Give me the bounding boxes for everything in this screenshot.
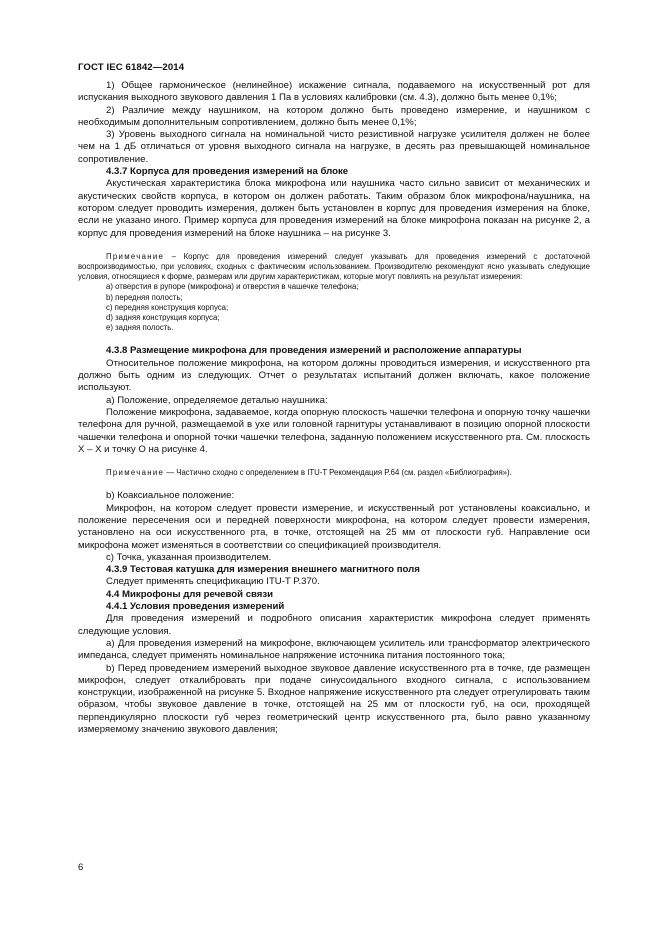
heading-4-3-7: 4.3.7 Корпуса для проведения измерений на блоке [106, 166, 349, 178]
note-1-text: – Корпус для проведения измерений следует указывать для проведения измерений с достаточной воспроизводимостью, при условиях, сходных с фактическим использованием. Производителю рекомендуют ясно указывать следующие условия, относящиеся к форме, размерам или другим характеристикам, которые могут повлиять на результат измерения: [78, 251, 590, 282]
paragraph-9: Микрофон, на котором следует провести измерение, и искусственный рот установлены коаксиально, и положение пересечения оси и передней поверхности микрофона, на котором следует провести измерения, установлено на оси искусственного рта, в точке, отстоящей на 25 мм от плоскости губ. Направление оси микрофона может изменяться в соответствии со спецификацией производителя. [78, 502, 590, 551]
paragraph-13: a) Для проведения измерений на микрофоне, включающем усилитель или трансформатор электрического импеданса, следует применять номинальное напряжение источника питания постоянного тока; [78, 637, 590, 662]
paragraph-11: Следует применять спецификацию ITU-T P.370. [106, 576, 320, 588]
paragraph-12: Для проведения измерений и подробного описания характеристик микрофона следует применять следующие условия. [78, 613, 590, 637]
paragraph-8: b) Коаксиальное положение: [106, 490, 235, 502]
paragraph-7: Положение микрофона, задаваемое, когда опорную плоскость чашечки телефона и опорную точку чашечки телефона для ручной, размещаемой в ухе или головной гарнитуры устанавливают в позицию опорной плоскости чашечки телефона и опорной точки чашечки телефона, заданную положением искусственного рта. См. плоскость X – X и точку O на рисунке 4. [78, 406, 590, 455]
heading-4-3-8: 4.3.8 Размещение микрофона для проведения измерений и расположение аппаратуры [106, 345, 522, 357]
paragraph-1: 1) Общее гармоническое (нелинейное) искажение сигнала, подаваемого на искусственный рот для испускания выходного звукового давления 1 Па в условиях калибровки (см. 4.3), должно быть менее 0,1%; [78, 80, 590, 104]
note-1-item-e: e) задняя полость. [106, 323, 174, 333]
heading-4-4: 4.4 Микрофоны для речевой связи [106, 588, 274, 600]
heading-4-3-9: 4.3.9 Тестовая катушка для измерения внешнего магнитного поля [106, 564, 420, 576]
document-body [78, 80, 590, 736]
paragraph-2: 2) Различие между наушником, на котором должно быть проведено измерение, и наушником с необходимым дополнительным сопротивлением, должно быть менее 0,1%; [78, 104, 590, 128]
note-1-item-c: c) передняя конструкция корпуса; [106, 302, 229, 312]
page-number: 6 [78, 862, 84, 873]
paragraph-4: Акустическая характеристика блока микрофона или наушника часто сильно зависит от механических и акустических свойств корпуса, в котором он должен работать. Таким образом блок микрофона/наушника, на котором следует проводить измерения, должен быть установлен в корпус для проведения измерения на блоке, если не указано иного. Пример корпуса для проведения измерений на блоке микрофона показан на рисунке 2, а корпус для проведения измерений на блоке наушника – на рисунке 3. [78, 178, 590, 239]
paragraph-5: Относительное положение микрофона, на котором должны проводиться измерения, и искусственного рта должно быть одним из следующих. Отчет о результатах испытаний должен включать, какое положение используют. [78, 357, 590, 394]
paragraph-14: b) Перед проведением измерений выходное звуковое давление искусственного рта в точке, где размещен микрофон, следует откалибровать при подаче синусоидального входного сигнала, с использованием конструкции, изображенной на рисунке 5. Входное напряжение искусственного рта следует отрегулировать таким образом, чтобы звуковое давление в точке, отстоящей на 25 мм от плоскости губ, на оси, проходящей перпендикулярно плоскости губ через геометрический центр искусственного рта, было равно указанному измеряемому значению звукового давления; [78, 662, 590, 735]
note-2-text: — Частично сходно с определением в ITU-T Рекомендация P.64 (см. раздел «Библиография»). [164, 468, 512, 478]
note-1-item-d: d) задняя конструкция корпуса; [106, 313, 220, 323]
paragraph-6: а) Положение, определяемое деталью наушника: [106, 394, 328, 406]
note-1-item-b: b) передняя полость; [106, 292, 183, 302]
document-header: ГОСТ IEC 61842—2014 [78, 62, 185, 73]
note-2 [78, 468, 590, 478]
paragraph-3: 3) Уровень выходного сигнала на номинальной чисто резистивной нагрузке усилителя должен не более чем на 1 дБ отличаться от уровня выходного сигнала на нагрузке, в десять раз превышающей номинальное сопротивление. [78, 129, 590, 165]
note-1-label: Примечание [106, 251, 165, 261]
note-1-item-a: a) отверстия в рупоре (микрофона) и отверстия в чашечке телефона; [106, 282, 359, 292]
note-1 [78, 252, 590, 283]
paragraph-10: c) Точка, указанная производителем. [106, 551, 272, 563]
note-2-label: Примечание [106, 468, 165, 478]
heading-4-4-1: 4.4.1 Условия проведения измерений [106, 601, 285, 613]
